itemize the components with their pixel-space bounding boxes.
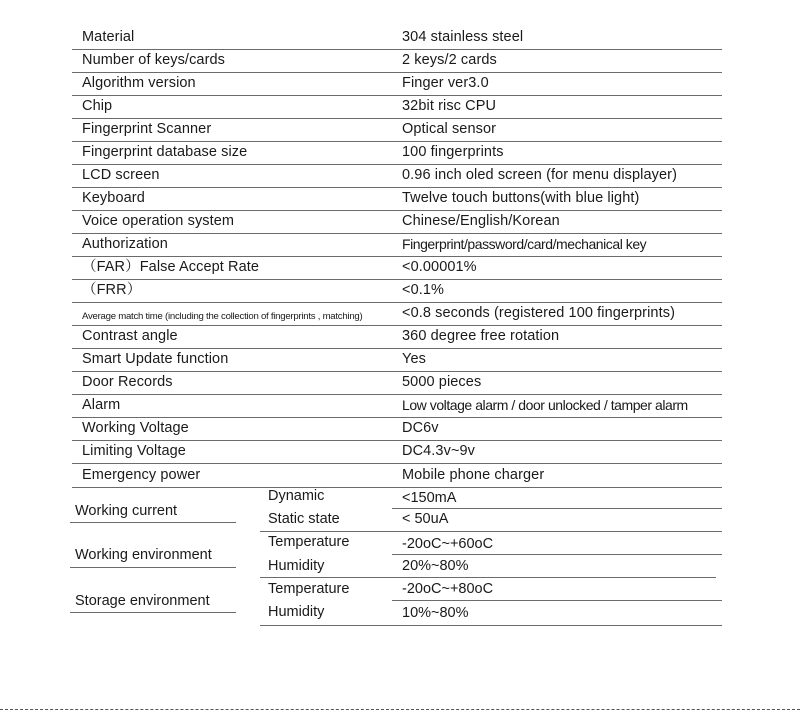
sub-value: < 50uA [402,511,449,527]
divider [392,508,722,509]
spec-value: <0.1% [402,282,445,298]
spec-row-material [72,26,722,50]
spec-label: Contrast angle [82,328,178,344]
spec-row-average-match-time [72,302,722,326]
spec-value: Optical sensor [402,121,497,137]
spec-value: 32bit risc CPU [402,98,497,114]
spec-label: Smart Update function [82,351,229,367]
sub-label: Humidity [268,558,325,574]
spec-value: 304 stainless steel [402,29,524,45]
spec-row-fingerprint-scanner [72,118,722,142]
spec-label: Door Records [82,374,173,390]
spec-row-door-records [72,371,722,395]
spec-label: Authorization [82,236,168,252]
spec-row-far [72,256,722,280]
divider [392,554,722,555]
group-label: Storage environment [75,593,210,609]
spec-row-chip [72,95,722,119]
divider [70,612,236,613]
spec-value: Low voltage alarm / door unlocked / tamper alarm [402,397,688,413]
divider [260,625,722,626]
spec-row-algorithm [72,72,722,96]
spec-label: Alarm [82,397,121,413]
spec-value: DC4.3v~9v [402,443,476,459]
spec-label: Limiting Voltage [82,443,186,459]
spec-value: Finger ver3.0 [402,75,489,91]
spec-value: <0.8 seconds (registered 100 fingerprints) [402,305,676,321]
spec-value: Fingerprint/password/card/mechanical key [402,236,647,252]
spec-row-keyboard [72,187,722,211]
sub-label: Humidity [268,604,325,620]
spec-label: Keyboard [82,190,145,206]
sub-value: -20oC~+60oC [402,536,494,552]
sub-label: Dynamic [268,488,325,504]
spec-value: Chinese/English/Korean [402,213,560,229]
spec-value: Mobile phone charger [402,467,545,483]
dashed-divider [0,709,800,710]
spec-label: （FRR） [82,282,142,298]
spec-label: Emergency power [82,467,201,483]
spec-label: Chip [82,98,113,114]
divider [392,600,722,601]
spec-value: <0.00001% [402,259,477,275]
sub-value: 20%~80% [402,558,469,574]
spec-label: Voice operation system [82,213,235,229]
group-label: Working current [75,503,178,519]
spec-label: （FAR）False Accept Rate [82,259,260,275]
spec-label: Fingerprint database size [82,144,248,160]
spec-value: 2 keys/2 cards [402,52,497,68]
group-label: Working environment [75,547,212,563]
sub-value: 10%~80% [402,605,469,621]
sub-value: -20oC~+80oC [402,581,494,597]
spec-label: Fingerprint Scanner [82,121,212,137]
spec-label: LCD screen [82,167,160,183]
spec-value: 360 degree free rotation [402,328,560,344]
spec-row-emergency-power [72,464,722,488]
spec-value: 100 fingerprints [402,144,504,160]
spec-row-frr [72,279,722,303]
spec-row-keys-cards [72,49,722,73]
sub-label: Static state [268,511,340,527]
spec-row-voice-system [72,210,722,234]
divider [70,567,236,568]
spec-label: Material [82,29,135,45]
sub-label: Temperature [268,581,350,597]
spec-value: Twelve touch buttons(with blue light) [402,190,640,206]
spec-value: 5000 pieces [402,374,482,390]
spec-row-alarm [72,394,722,418]
sub-value: <150mA [402,490,457,506]
spec-row-authorization [72,233,722,257]
divider [70,522,236,523]
spec-value: DC6v [402,420,439,436]
spec-label: Working Voltage [82,420,189,436]
spec-row-lcd-screen [72,164,722,188]
divider [260,531,722,532]
spec-value: 0.96 inch oled screen (for menu displayer) [402,167,678,183]
divider [260,577,716,578]
spec-row-contrast-angle [72,325,722,349]
spec-row-limiting-voltage [72,440,722,464]
spec-row-working-voltage [72,417,722,441]
spec-row-database-size [72,141,722,165]
spec-label: Average match time (including the collection of fingerprints , matching) [82,311,363,322]
spec-value: Yes [402,351,426,367]
spec-label: Algorithm version [82,75,196,91]
spec-row-smart-update [72,348,722,372]
spec-label: Number of keys/cards [82,52,226,68]
sub-label: Temperature [268,534,350,550]
